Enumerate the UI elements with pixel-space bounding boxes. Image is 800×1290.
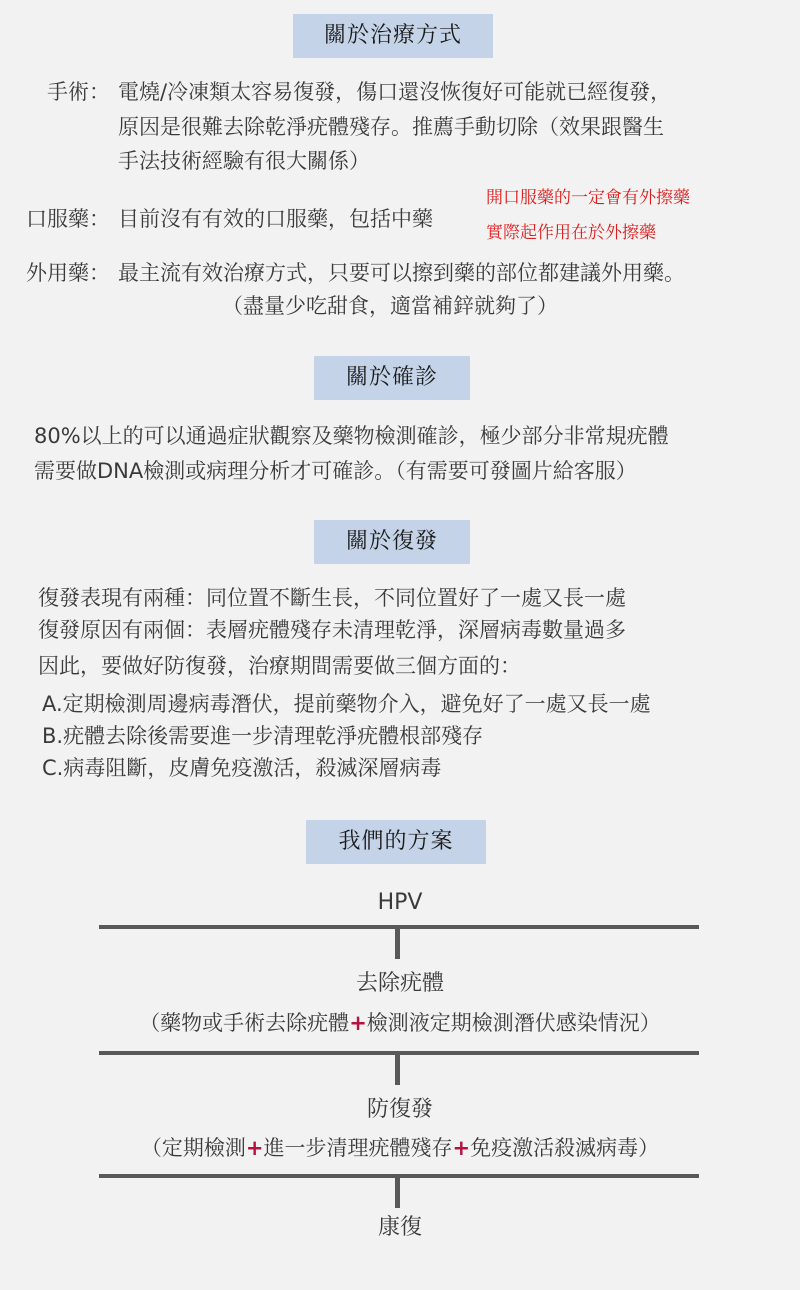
plus-sign: +	[452, 1136, 471, 1160]
flow-connector-3	[395, 1178, 400, 1208]
flow-step-remove-detail	[0, 1007, 800, 1039]
flow-step-hpv: HPV	[377, 890, 423, 915]
topical-text: 最主流有效治療方式，只要可以擦到藥的部位都建議外用藥。	[118, 261, 685, 285]
flow-step-prevent: 防復發	[366, 1097, 433, 1122]
recurrence-item-a: A.定期檢測周邊病毒潛伏，提前藥物介入，避免好了一處又長一處	[42, 692, 651, 716]
oral-note-2: 實際起作用在於外擦藥	[486, 223, 656, 243]
surgery-label: 手術：	[47, 80, 110, 104]
recurrence-line-3: 因此，要做好防復發，治療期間需要做三個方面的：	[38, 654, 521, 678]
surgery-line-1: 電燒/冷凍類太容易復發，傷口還沒恢復好可能就已經復發，	[118, 80, 672, 104]
plus-sign: +	[349, 1011, 367, 1035]
topical-note: （盡量少吃甜食，適當補鋅就夠了）	[222, 294, 558, 318]
flow-step-remove: 去除疣體	[355, 971, 444, 996]
plus-sign: +	[245, 1136, 264, 1160]
recurrence-line-1: 復發表現有兩種：同位置不斷生長，不同位置好了一處又長一處	[38, 586, 626, 610]
section-title-plan: 我們的方案	[306, 820, 486, 864]
recurrence-item-c: C.病毒阻斷，皮膚免疫激活，殺滅深層病毒	[42, 756, 442, 780]
surgery-line-3: 手法技術經驗有很大關係）	[118, 149, 370, 173]
prevent-detail-part-b: 進一步清理疣體殘存	[263, 1136, 453, 1160]
section-title-diagnosis: 關於確診	[314, 356, 470, 400]
recurrence-item-b: B.疣體去除後需要進一步清理乾淨疣體根部殘存	[42, 724, 484, 748]
oral-text: 目前沒有有效的口服藥，包括中藥	[118, 207, 433, 231]
oral-label: 口服藥：	[26, 207, 110, 231]
section-title-treatment: 關於治療方式	[293, 14, 493, 58]
remove-detail-part-b: 檢測液定期檢測潛伏感染情況）	[366, 1011, 661, 1035]
oral-note-1: 開口服藥的一定會有外擦藥	[486, 188, 690, 208]
flow-step-recovery: 康復	[377, 1215, 422, 1240]
topical-label: 外用藥：	[26, 261, 110, 285]
surgery-line-2: 原因是很難去除乾淨疣體殘存。推薦手動切除（效果跟醫生	[118, 115, 664, 139]
recurrence-line-2: 復發原因有兩個：表層疣體殘存未清理乾淨，深層病毒數量過多	[38, 618, 626, 642]
diagnosis-line-1: 80%以上的可以通過症狀觀察及藥物檢測確診，極少部分非常規疣體	[34, 424, 669, 448]
section-title-recurrence: 關於復發	[314, 520, 470, 564]
remove-detail-part-a: （藥物或手術去除疣體	[139, 1011, 350, 1035]
flow-step-prevent-detail	[0, 1132, 800, 1164]
flow-connector-2	[395, 1055, 400, 1085]
diagnosis-line-2: 需要做DNA檢測或病理分析才可確診。（有需要可發圖片給客服）	[34, 459, 637, 483]
flow-connector-1	[395, 929, 400, 959]
prevent-detail-part-a: （定期檢測	[140, 1136, 246, 1160]
prevent-detail-part-c: 免疫激活殺滅病毒）	[470, 1136, 660, 1160]
